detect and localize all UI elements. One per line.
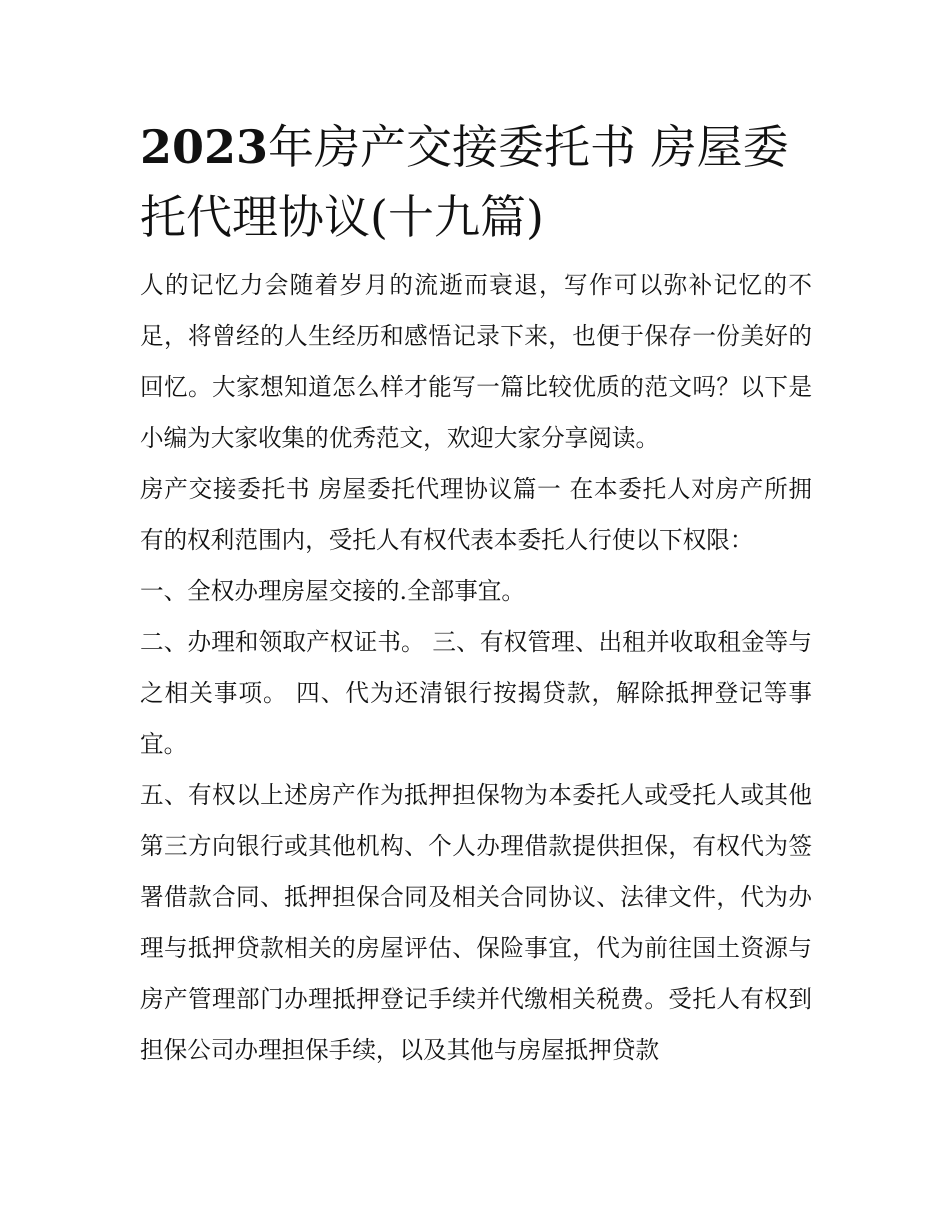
clause-two-to-four: 二、办理和领取产权证书。 三、有权管理、出租并收取租金等与之相关事项。 四、代为还清银行按揭贷款，解除抵押登记等事宜。 [140,628,812,758]
title-year: 2023 [140,120,269,174]
section-one-paragraph: 房产交接委托书 房屋委托代理协议篇一 在本委托人对房产所拥有的权利范围内，受托人有权代表本委托人行使以下权限： [140,475,812,554]
clause-one: 一、全权办理房屋交接的.全部事宜。 [140,577,525,605]
title-text: 年房产交接委托书 房屋委托代理协议(十九篇) [140,120,789,244]
clause-five: 五、有权以上述房产作为抵押担保物为本委托人或受托人或其他第三方向银行或其他机构、个人办理借款提供担保，有权代为签署借款合同、抵押担保合同及相关合同协议、法律文件，代为办理与抵押贷款相关的房屋评估、保险事宜，代为前往国土资源与房产管理部门办理抵押登记手续并代缴相关税费。受托人有权到担保公司办理担保手续，以及其他与房屋抵押贷款 [140,781,812,1064]
document-page [140,112,812,1076]
intro-paragraph: 人的记忆力会随着岁月的流逝而衰退，写作可以弥补记忆的不足，将曾经的人生经历和感悟记录下来，也便于保存一份美好的回忆。大家想知道怎么样才能写一篇比较优质的范文吗？以下是小编为大家收集的优秀范文，欢迎大家分享阅读。 [140,271,812,452]
document-title [140,112,812,252]
